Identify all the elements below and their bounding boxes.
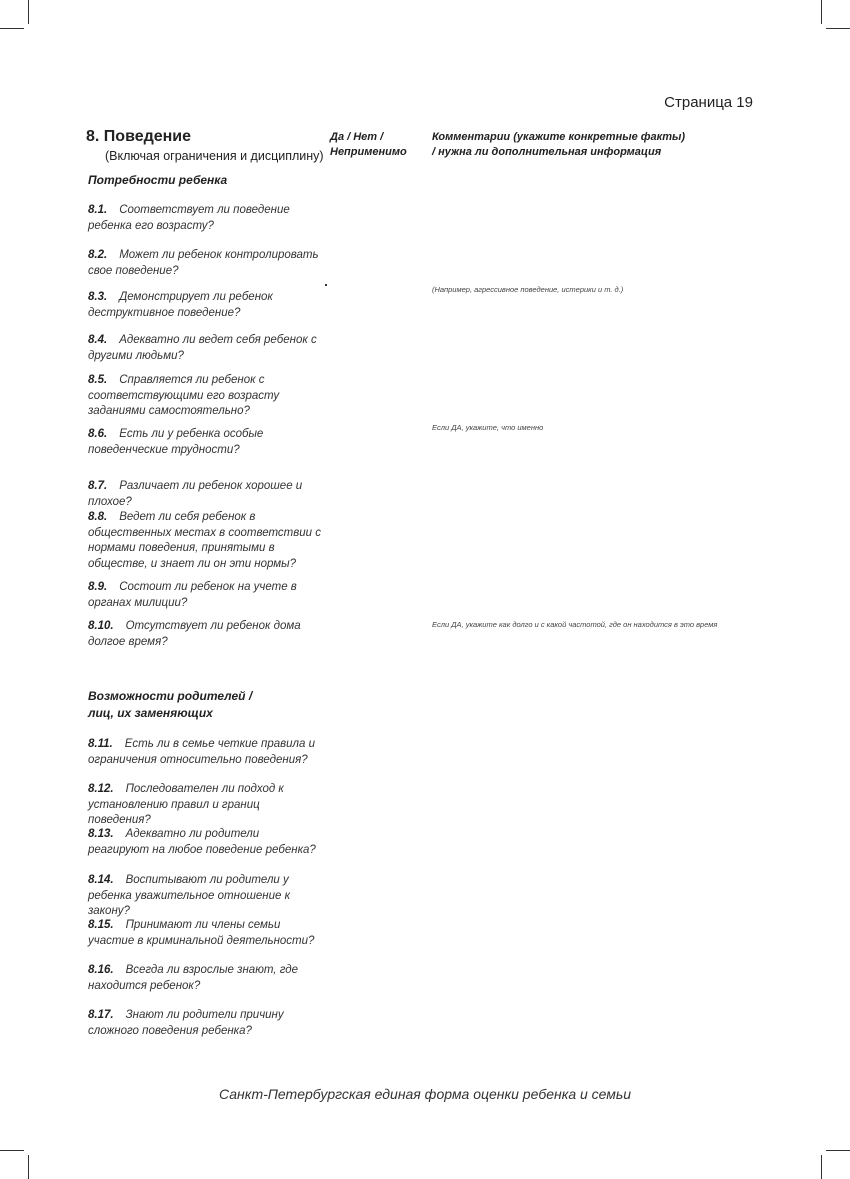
page-number: Страница 19 (664, 94, 753, 111)
question-number: 8.11. (88, 738, 113, 750)
question-text: Есть ли у ребенка особые поведенческие трудности? (88, 428, 264, 456)
question-text: Может ли ребенок контролировать свое поведение? (88, 249, 319, 277)
crop-mark (826, 1150, 850, 1151)
crop-mark (28, 1155, 29, 1179)
question-8-15 (88, 918, 323, 949)
question-8-5 (88, 373, 323, 420)
question-text: Состоит ли ребенок на учете в органах милиции? (88, 581, 297, 609)
question-number: 8.15. (88, 919, 114, 931)
question-8-1 (88, 203, 323, 234)
question-8-16 (88, 963, 323, 994)
question-8-12 (88, 782, 323, 829)
question-8-10 (88, 619, 323, 650)
question-number: 8.3. (88, 291, 108, 303)
question-number: 8.14. (88, 874, 114, 886)
group-title-parents (88, 688, 308, 722)
question-text: Воспитывают ли родители у ребенка уважительное отношение к закону? (88, 874, 291, 917)
comment-header-line1: Комментарии (укажите конкретные факты) (432, 131, 686, 143)
question-8-3 (88, 290, 323, 321)
question-text: Всегда ли взрослые знают, где находится ребенок? (88, 964, 298, 992)
question-text: Соответствует ли поведение ребенка его возрасту? (88, 204, 290, 232)
note-8-10: Если ДА, укажите как долго и с какой частотой, где он находится в это время (432, 620, 718, 629)
question-text: Адекватно ли родители реагируют на любое поведение ребенка? (88, 828, 316, 856)
question-8-13 (88, 827, 323, 858)
question-number: 8.4. (88, 334, 108, 346)
answer-header-line1: Да / Нет / (330, 131, 384, 143)
crop-mark (0, 1150, 24, 1151)
question-8-9 (88, 580, 323, 611)
crop-mark (821, 0, 822, 24)
question-number: 8.7. (88, 480, 108, 492)
question-text: Справляется ли ребенок с соответствующими его возрасту заданиями самостоятельно? (88, 374, 280, 417)
question-text: Принимают ли члены семьи участие в криминальной деятельности? (88, 919, 315, 947)
question-number: 8.16. (88, 964, 114, 976)
question-8-6 (88, 427, 323, 458)
comment-column-header (432, 130, 685, 160)
question-number: 8.2. (88, 249, 108, 261)
question-text: Различает ли ребенок хорошее и плохое? (88, 480, 303, 508)
question-8-8 (88, 510, 323, 572)
question-number: 8.13. (88, 828, 114, 840)
question-text: Знают ли родители причину сложного поведения ребенка? (88, 1009, 284, 1037)
group-title-child-needs: Потребности ребенка (88, 173, 228, 187)
question-8-14 (88, 873, 323, 920)
question-text: Последователен ли подход к установлению правил и границ поведения? (88, 783, 284, 826)
question-number: 8.5. (88, 374, 108, 386)
stray-dot (325, 284, 327, 286)
comment-header-line2: / нужна ли дополнительная информация (432, 146, 662, 158)
question-number: 8.17. (88, 1009, 114, 1021)
question-text: Есть ли в семье четкие правила и ограничения относительно поведения? (88, 738, 315, 766)
section-title: 8. Поведение (86, 128, 192, 145)
question-number: 8.6. (88, 428, 108, 440)
question-number: 8.10. (88, 620, 114, 632)
question-8-2 (88, 248, 323, 279)
question-text: Отсутствует ли ребенок дома долгое время? (88, 620, 301, 648)
question-8-4 (88, 333, 323, 364)
question-number: 8.8. (88, 511, 108, 523)
question-8-7 (88, 479, 323, 510)
question-number: 8.9. (88, 581, 108, 593)
note-8-3: (Например, агрессивное поведение, истерики и т. д.) (432, 285, 624, 294)
question-number: 8.1. (88, 204, 108, 216)
group-title-parents-line1: Возможности родителей / (88, 689, 253, 703)
crop-mark (0, 28, 24, 29)
answer-header-line2: Неприменимо (330, 146, 407, 158)
section-subtitle: (Включая ограничения и дисциплину) (105, 149, 324, 163)
question-text: Ведет ли себя ребенок в общественных местах в соответствии с нормами поведения, принятыми в обществе, и знает ли он эти нормы? (88, 511, 322, 570)
crop-mark (821, 1155, 822, 1179)
question-text: Адекватно ли ведет себя ребенок с другими людьми? (88, 334, 317, 362)
answer-column-header (330, 130, 407, 160)
crop-mark (826, 28, 850, 29)
crop-mark (28, 0, 29, 24)
question-8-11 (88, 737, 323, 768)
page-footer: Санкт-Петербургская единая форма оценки ребенка и семьи (218, 1086, 632, 1102)
question-8-17 (88, 1008, 323, 1039)
note-8-6: Если ДА, укажите, что именно (432, 423, 544, 432)
question-text: Демонстрирует ли ребенок деструктивное поведение? (88, 291, 273, 319)
group-title-parents-line2: лиц, их заменяющих (88, 706, 213, 720)
question-number: 8.12. (88, 783, 114, 795)
